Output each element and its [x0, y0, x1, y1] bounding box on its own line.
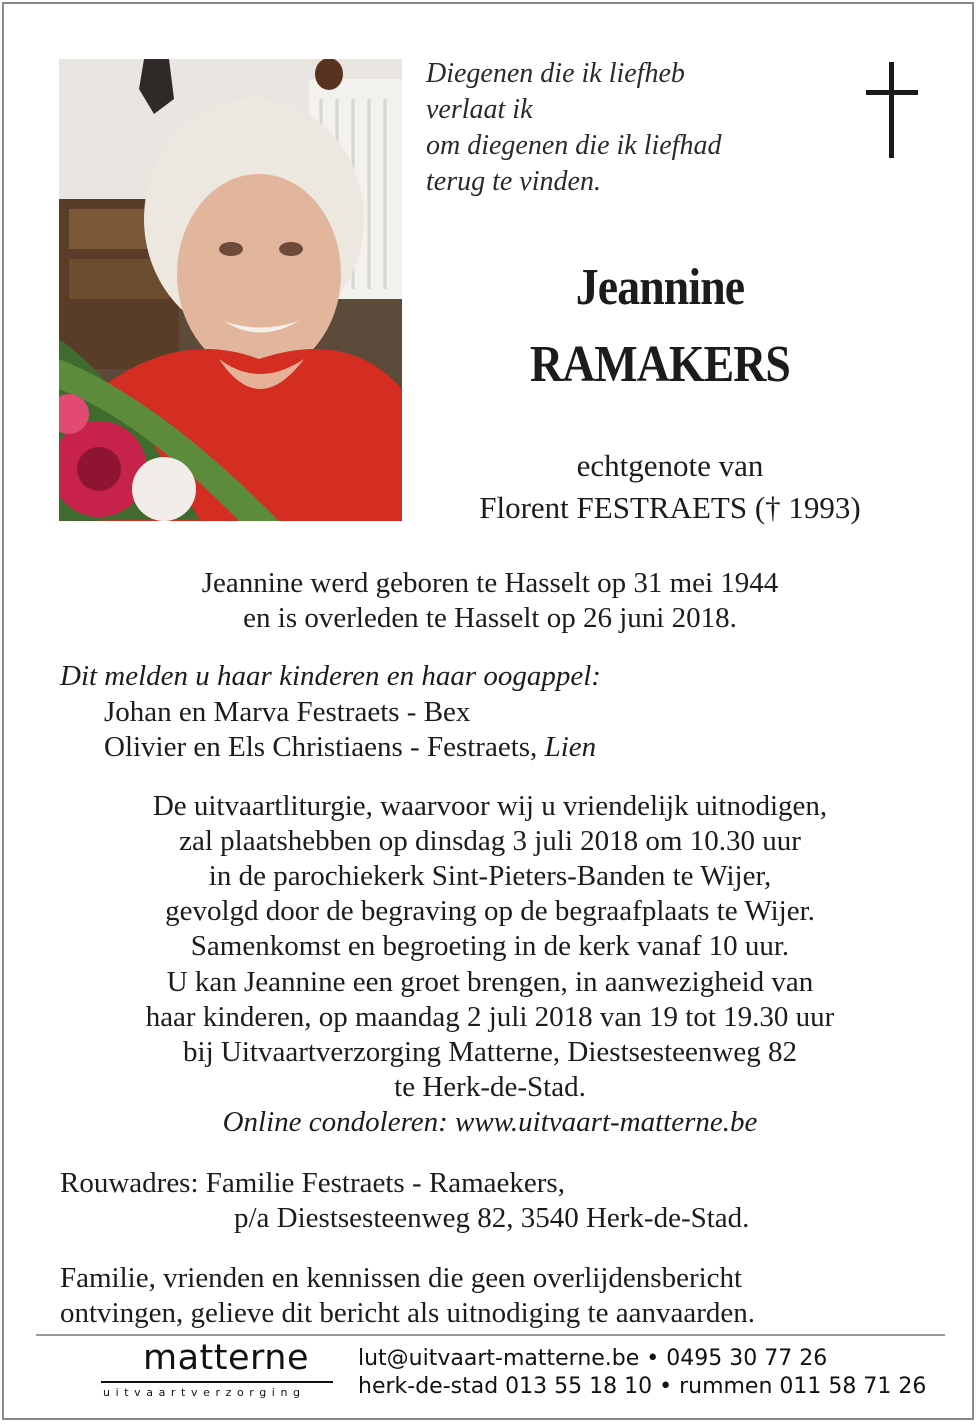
footer-divider: [36, 1334, 945, 1336]
ceremony-line: in de parochiekerk Sint-Pieters-Banden te Wijer,: [208, 860, 772, 892]
online-condolence-link[interactable]: Online condoleren: www.uitvaart-matterne.be: [222, 1106, 758, 1138]
closing-line: Familie, vrienden en kennissen die geen overlijdensbericht: [60, 1262, 743, 1294]
ceremony-line: haar kinderen, op maandag 2 juli 2018 van 19 tot 19.30 uur: [145, 1001, 835, 1033]
ceremony-line: U kan Jeannine een groet brengen, in aanwezigheid van: [166, 966, 814, 998]
grandchild-name: Lien: [544, 731, 597, 763]
birth-line: Jeannine werd geboren te Hasselt op 31 mei 1944: [201, 567, 779, 599]
contact-phones[interactable]: herk-de-stad 013 55 18 10 • rummen 011 58 71 26: [358, 1374, 927, 1399]
deceased-last-name: RAMAKERS: [530, 336, 790, 393]
mourning-address-line: Rouwadres: Familie Festraets - Ramaekers,: [60, 1167, 565, 1199]
deceased-first-name: Jeannine: [575, 259, 745, 316]
mourning-address-line: p/a Diestsesteenweg 82, 3540 Herk-de-Stad.: [234, 1202, 750, 1234]
poem-line: om diegenen die ik liefhad: [426, 130, 722, 161]
poem-line: terug te vinden.: [426, 166, 601, 197]
latin-cross-icon: [862, 62, 922, 166]
announcers-intro: Dit melden u haar kinderen en haar oogappel:: [60, 660, 601, 692]
spouse-name: Florent FESTRAETS († 1993): [479, 490, 861, 525]
funeral-home-logo-subtitle: uitvaartverzorging: [103, 1386, 306, 1399]
family-line: Johan en Marva Festraets - Bex: [104, 696, 471, 728]
family-line: [104, 730, 596, 765]
contact-email-phone[interactable]: lut@uitvaart-matterne.be • 0495 30 77 26: [358, 1346, 828, 1371]
funeral-home-logo-name: matterne: [143, 1338, 310, 1378]
ceremony-line: gevolgd door de begraving op de begraafplaats te Wijer.: [165, 895, 815, 927]
poem-line: Diegenen die ik liefheb: [426, 58, 685, 89]
family-names: Olivier en Els Christiaens - Festraets,: [104, 731, 538, 763]
ceremony-line: zal plaatshebben op dinsdag 3 juli 2018 om 10.30 uur: [179, 825, 801, 857]
ceremony-line: Samenkomst en begroeting in de kerk vanaf 10 uur.: [190, 930, 790, 962]
spouse-label: echtgenote van: [576, 448, 764, 483]
closing-line: ontvingen, gelieve dit bericht als uitnodiging te aanvaarden.: [60, 1297, 755, 1329]
logo-underline: [101, 1381, 333, 1383]
ceremony-line: te Herk-de-Stad.: [394, 1071, 586, 1103]
poem: [426, 56, 826, 200]
death-line: en is overleden te Hasselt op 26 juni 2018.: [243, 602, 737, 634]
ceremony-line: bij Uitvaartverzorging Matterne, Diestsesteenweg 82: [183, 1036, 797, 1068]
portrait-photo: [59, 59, 402, 521]
poem-line: verlaat ik: [426, 94, 533, 125]
ceremony-line: De uitvaartliturgie, waarvoor wij u vriendelijk uitnodigen,: [152, 790, 828, 822]
